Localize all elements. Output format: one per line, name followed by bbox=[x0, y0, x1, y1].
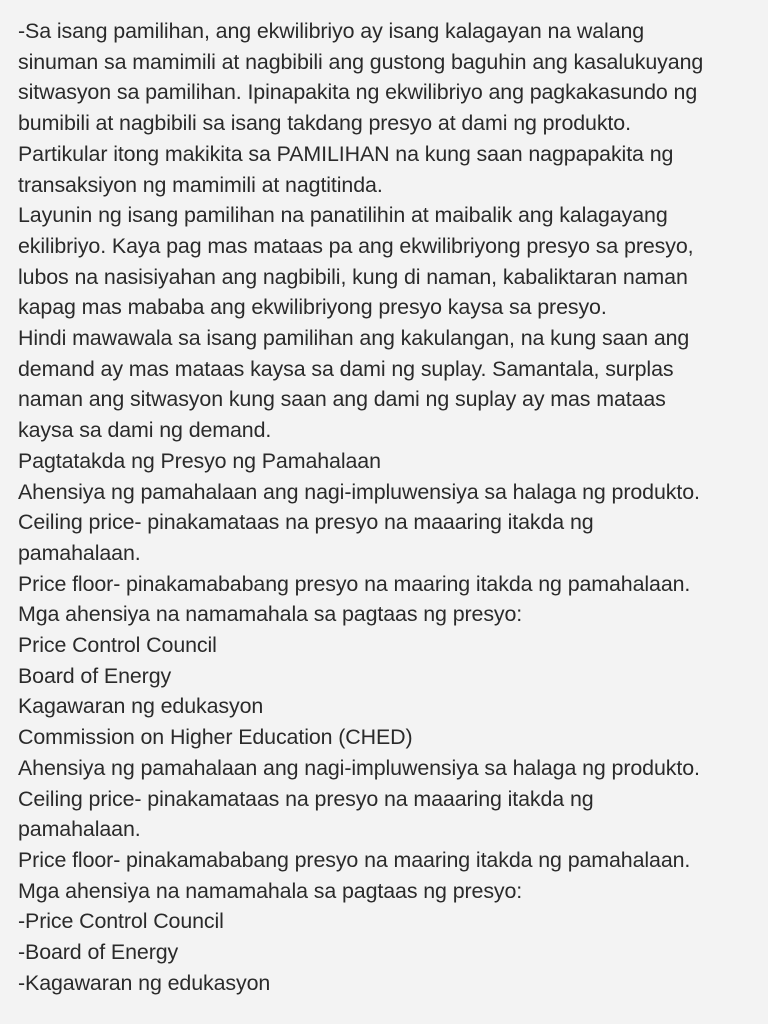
paragraph-ceiling-price-repeat bbox=[18, 784, 756, 845]
text-line: Hindi mawawala sa isang pamilihan ang kakulangan, na kung saan ang bbox=[18, 326, 690, 351]
text-line: pamahalaan. bbox=[18, 540, 141, 565]
paragraph-mga-ahensiya-repeat bbox=[18, 876, 756, 907]
text-line: sitwasyon sa pamilihan. Ipinapakita ng ekwilibriyo ang pagkakasundo ng bbox=[18, 80, 698, 105]
text-line: naman ang sitwasyon kung saan ang dami ng suplay ay mas mataas bbox=[18, 387, 666, 412]
text-line: -Board of Energy bbox=[18, 940, 179, 965]
text-line: Price floor- pinakamababang presyo na maaring itakda ng pamahalaan. bbox=[18, 847, 691, 872]
text-line: Mga ahensiya na namamahala sa pagtaas ng presyo: bbox=[18, 602, 523, 627]
text-line: Board of Energy bbox=[18, 663, 172, 688]
list-item-agency bbox=[18, 630, 756, 661]
paragraph-price-floor-repeat bbox=[18, 845, 756, 876]
text-line: kaysa sa dami ng demand. bbox=[18, 418, 272, 443]
text-line: Ahensiya ng pamahalaan ang nagi-impluwensiya sa halaga ng produkto. bbox=[18, 479, 700, 504]
list-item-agency bbox=[18, 661, 756, 692]
text-line: demand ay mas mataas kaysa sa dami ng suplay. Samantala, surplas bbox=[18, 356, 674, 381]
text-line: Kagawaran ng edukasyon bbox=[18, 694, 264, 719]
paragraph-ahensiya-repeat bbox=[18, 753, 756, 784]
text-line: Price Control Council bbox=[18, 633, 217, 658]
paragraph-ekwilibriyo-definition bbox=[18, 16, 756, 200]
list-item-agency bbox=[18, 722, 756, 753]
paragraph-price-floor bbox=[18, 569, 756, 600]
text-line: sinuman sa mamimili at nagbibili ang gustong baguhin ang kasalukuyang bbox=[18, 49, 704, 74]
text-line: kapag mas mababa ang ekwilibriyong presyo kaysa sa presyo. bbox=[18, 295, 607, 320]
section-heading-pagtatakda bbox=[18, 446, 756, 477]
text-line: Ceiling price- pinakamataas na presyo na maaaring itakda ng bbox=[18, 786, 594, 811]
text-line: Pagtatakda ng Presyo ng Pamahalaan bbox=[18, 448, 381, 473]
text-line: Mga ahensiya na namamahala sa pagtaas ng presyo: bbox=[18, 878, 523, 903]
text-line: Ahensiya ng pamahalaan ang nagi-impluwensiya sa halaga ng produkto. bbox=[18, 755, 700, 780]
paragraph-kakulangan-surplas bbox=[18, 323, 756, 446]
paragraph-layunin bbox=[18, 200, 756, 323]
list-item-agency-dash bbox=[18, 968, 756, 999]
list-item-agency bbox=[18, 691, 756, 722]
paragraph-ahensiya bbox=[18, 477, 756, 508]
list-item-agency-dash bbox=[18, 906, 756, 937]
text-line: transaksiyon ng mamimili at nagtitinda. bbox=[18, 172, 383, 197]
text-line: Price floor- pinakamababang presyo na maaring itakda ng pamahalaan. bbox=[18, 571, 691, 596]
text-line: Partikular itong makikita sa PAMILIHAN na kung saan nagpapakita ng bbox=[18, 141, 674, 166]
text-line: pamahalaan. bbox=[18, 817, 141, 842]
text-line: ekilibriyo. Kaya pag mas mataas pa ang ekwilibriyong presyo sa presyo, bbox=[18, 233, 694, 258]
text-line: Commission on Higher Education (CHED) bbox=[18, 725, 413, 750]
text-line: Layunin ng isang pamilihan na panatilihin at maibalik ang kalagayang bbox=[18, 203, 668, 228]
text-line: lubos na nasisiyahan ang nagbibili, kung di naman, kabaliktaran naman bbox=[18, 264, 688, 289]
paragraph-ceiling-price bbox=[18, 507, 756, 568]
list-item-agency-dash bbox=[18, 937, 756, 968]
text-line: Ceiling price- pinakamataas na presyo na maaaring itakda ng bbox=[18, 510, 594, 535]
text-line: -Kagawaran ng edukasyon bbox=[18, 970, 271, 995]
text-line: -Price Control Council bbox=[18, 909, 224, 934]
paragraph-mga-ahensiya bbox=[18, 599, 756, 630]
text-line: bumibili at nagbibili sa isang takdang presyo at dami ng produkto. bbox=[18, 111, 631, 136]
text-line: -Sa isang pamilihan, ang ekwilibriyo ay isang kalagayan na walang bbox=[18, 19, 645, 43]
